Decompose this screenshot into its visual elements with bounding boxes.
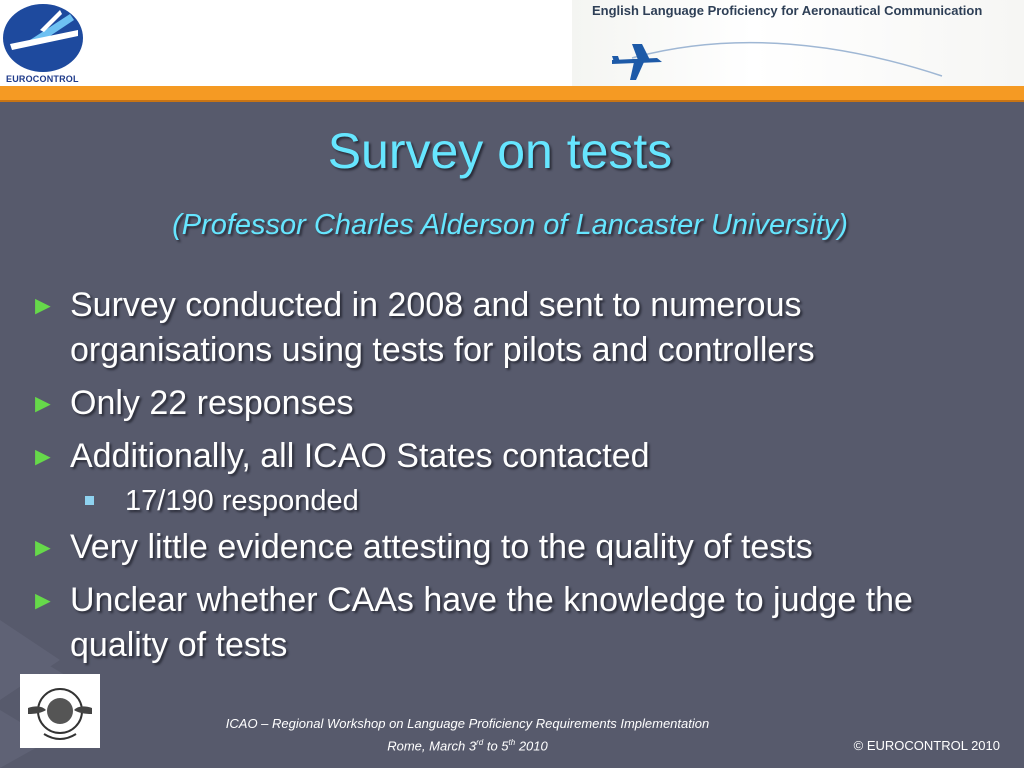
bullet-text: Unclear whether CAAs have the knowledge to judge the quality of tests <box>70 581 913 664</box>
bullet-arrow-icon: ► <box>30 388 56 418</box>
date-part: 2010 <box>515 738 548 754</box>
bullet-text: Survey conducted in 2008 and sent to numerous organisations using tests for pilots and controllers <box>70 286 815 369</box>
eurocontrol-logo <box>0 0 88 86</box>
banner-title: English Language Proficiency for Aeronautical Communication <box>592 3 983 18</box>
bullet-item <box>30 525 990 570</box>
bullet-item <box>30 283 990 373</box>
bullet-arrow-icon: ► <box>30 585 56 615</box>
sub-bullet-text: 17/190 responded <box>125 485 359 517</box>
bullet-text: Additionally, all ICAO States contacted <box>70 437 650 475</box>
bullet-item <box>30 578 990 668</box>
bullet-list <box>30 283 990 676</box>
header <box>0 0 1024 86</box>
date-sup: th <box>508 738 516 747</box>
bullet-item <box>30 381 990 426</box>
date-part: Rome, March 3 <box>387 738 477 754</box>
logo-text: EUROCONTROL <box>6 74 79 84</box>
footer-date <box>200 738 735 753</box>
square-bullet-icon <box>85 496 94 505</box>
slide-title: Survey on tests <box>327 123 673 179</box>
icao-logo <box>20 674 100 748</box>
footer-event: ICAO – Regional Workshop on Language Proficiency Requirements Implementation <box>225 716 710 731</box>
footer-copyright: © EUROCONTROL 2010 <box>853 738 1000 753</box>
bullet-text: Very little evidence attesting to the quality of tests <box>70 528 813 566</box>
bullet-item <box>30 434 990 479</box>
icao-emblem-icon <box>20 674 100 748</box>
slide-subtitle: (Professor Charles Alderson of Lancaster University) <box>172 209 848 241</box>
bullet-text: Only 22 responses <box>70 384 354 422</box>
bullet-arrow-icon: ► <box>30 441 56 471</box>
date-part: to 5 <box>483 738 509 754</box>
sub-bullet-item <box>30 483 990 519</box>
banner <box>572 0 1024 86</box>
bullet-arrow-icon: ► <box>30 532 56 562</box>
bullet-arrow-icon: ► <box>30 290 56 320</box>
date-sup: rd <box>476 738 484 747</box>
